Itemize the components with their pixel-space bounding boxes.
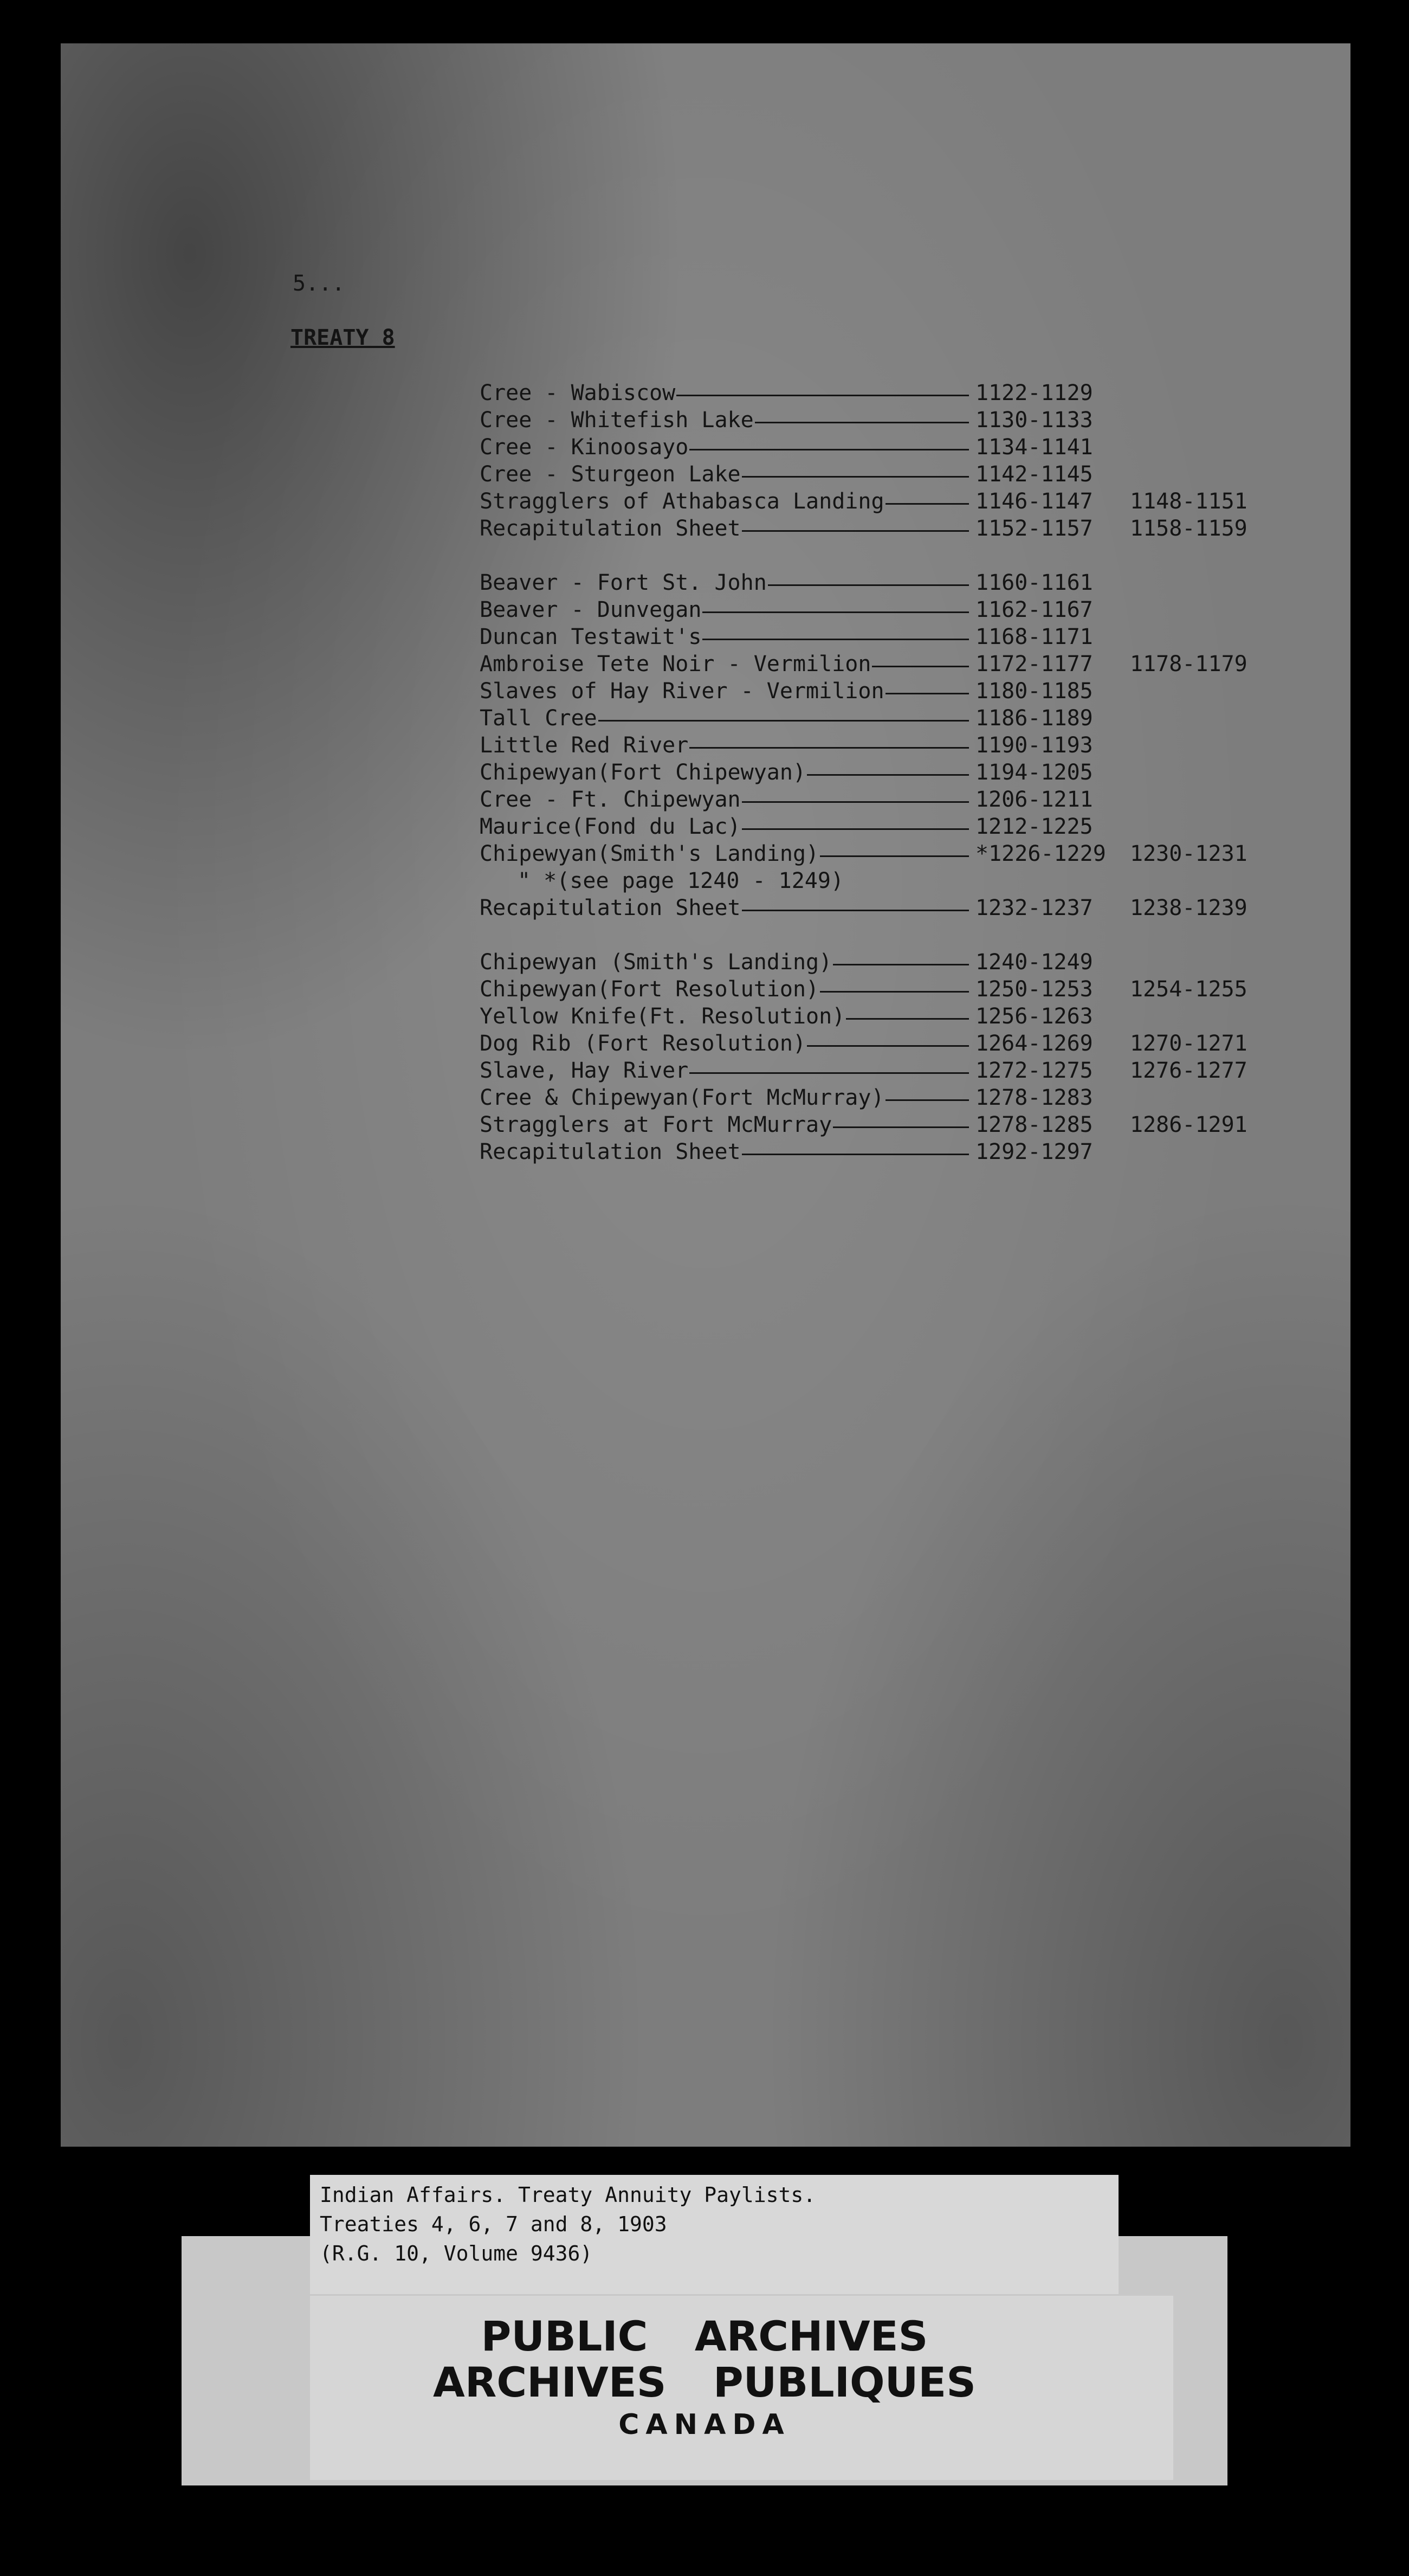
band-label: Little Red River	[480, 733, 689, 758]
leader-line	[833, 1126, 969, 1128]
page-range: 1130-1133	[975, 408, 1093, 433]
leader-line	[886, 503, 969, 505]
extra-page-range: 1158-1159	[1130, 516, 1248, 541]
index-row	[480, 950, 1292, 977]
index-row	[480, 733, 1292, 760]
page-range: 1212-1225	[975, 814, 1093, 839]
page-range: 1180-1185	[975, 679, 1093, 704]
leader-line	[742, 801, 969, 803]
leader-line	[768, 584, 969, 586]
leader-line	[689, 449, 969, 450]
page-range: 1292-1297	[975, 1139, 1093, 1164]
band-label: Chipewyan(Fort Resolution)	[480, 977, 819, 1002]
extra-page-range: 1230-1231	[1130, 841, 1248, 866]
extra-page-range: 1270-1271	[1130, 1031, 1248, 1056]
index-row	[480, 381, 1292, 408]
band-label: Maurice(Fond du Lac)	[480, 814, 741, 839]
page-range: 1134-1141	[975, 435, 1093, 460]
page-range: 1162-1167	[975, 597, 1093, 622]
page-range: *1226-1229	[975, 841, 1106, 866]
page-range: 1256-1263	[975, 1004, 1093, 1029]
page-range: 1206-1211	[975, 787, 1093, 812]
index-row	[480, 787, 1292, 814]
index-group	[480, 381, 1292, 543]
extra-page-range: 1254-1255	[1130, 977, 1248, 1002]
band-label: Chipewyan(Fort Chipewyan)	[480, 760, 806, 785]
index-row	[480, 516, 1292, 543]
band-label: Slaves of Hay River - Vermilion	[480, 679, 884, 704]
band-label: Dog Rib (Fort Resolution)	[480, 1031, 806, 1056]
band-label: Cree - Ft. Chipewyan	[480, 787, 741, 812]
page-range: 1272-1275	[975, 1058, 1093, 1083]
band-label: Stragglers at Fort McMurray	[480, 1112, 832, 1137]
page-range: 1152-1157	[975, 516, 1093, 541]
index-row	[480, 977, 1292, 1004]
page-range: 1278-1283	[975, 1085, 1093, 1110]
leader-line	[742, 1154, 969, 1155]
band-label: Cree - Wabiscow	[480, 381, 676, 405]
page-range: 1264-1269	[975, 1031, 1093, 1056]
band-label: Tall Cree	[480, 706, 597, 731]
stamp-line-2: ARCHIVES PUBLIQUES	[433, 2358, 976, 2406]
leader-line	[689, 1072, 969, 1074]
leader-line	[742, 828, 969, 830]
leader-line	[886, 1099, 969, 1101]
page-range: 1190-1193	[975, 733, 1093, 758]
band-label: Chipewyan(Smith's Landing)	[480, 841, 819, 866]
leader-line	[742, 530, 969, 532]
leader-line	[820, 991, 969, 993]
index-row	[480, 489, 1292, 516]
band-label: Cree - Whitefish Lake	[480, 408, 754, 433]
page-range: 1186-1189	[975, 706, 1093, 731]
leader-line	[702, 611, 969, 613]
band-label: Cree - Kinoosayo	[480, 435, 689, 460]
leader-line	[742, 476, 969, 478]
leader-line	[846, 1018, 969, 1020]
archive-reference-card	[310, 2175, 1119, 2294]
extra-page-range: 1286-1291	[1130, 1112, 1248, 1137]
band-label: Beaver - Fort St. John	[480, 570, 767, 595]
index-row	[480, 1031, 1292, 1058]
page-range: 1232-1237	[975, 896, 1093, 920]
index-group	[480, 570, 1292, 923]
index-row	[480, 1085, 1292, 1112]
extra-page-range: 1178-1179	[1130, 652, 1248, 677]
card-line-3: (R.G. 10, Volume 9436)	[320, 2242, 593, 2265]
page-range: 1122-1129	[975, 381, 1093, 405]
index-row	[480, 435, 1292, 462]
leader-line	[702, 639, 969, 640]
band-label: Slave, Hay River	[480, 1058, 689, 1083]
index-row	[480, 814, 1292, 841]
page-range: 1194-1205	[975, 760, 1093, 785]
page-range: 1250-1253	[975, 977, 1093, 1002]
index-note	[480, 868, 1292, 896]
band-label: Stragglers of Athabasca Landing	[480, 489, 884, 514]
index-row	[480, 597, 1292, 624]
band-label: Cree - Sturgeon Lake	[480, 462, 741, 487]
index-row	[480, 760, 1292, 787]
page-range: 1240-1249	[975, 950, 1093, 975]
leader-line	[676, 395, 969, 396]
extra-page-range: 1276-1277	[1130, 1058, 1248, 1083]
page-range: 1278-1285	[975, 1112, 1093, 1137]
leader-line	[833, 964, 969, 965]
band-label: " *(see page 1240 - 1249)	[518, 868, 844, 893]
index-row	[480, 841, 1292, 868]
index-row	[480, 1058, 1292, 1085]
page-range: 1168-1171	[975, 624, 1093, 649]
leader-line	[872, 666, 969, 667]
band-label: Recapitulation Sheet	[480, 896, 741, 920]
leader-line	[742, 910, 969, 911]
document-title: TREATY 8	[290, 325, 395, 350]
index-row	[480, 408, 1292, 435]
band-label: Duncan Testawit's	[480, 624, 702, 649]
page-range: 1146-1147	[975, 489, 1093, 514]
band-label: Chipewyan (Smith's Landing)	[480, 950, 832, 975]
extra-page-range: 1238-1239	[1130, 896, 1248, 920]
index-row	[480, 462, 1292, 489]
stamp-line-1: PUBLIC ARCHIVES	[481, 2312, 928, 2360]
paylist-index	[480, 381, 1292, 1194]
leader-line	[820, 855, 969, 857]
leader-line	[689, 747, 969, 749]
band-label: Cree & Chipewyan(Fort McMurray)	[480, 1085, 884, 1110]
leader-line	[755, 422, 969, 423]
index-row	[480, 679, 1292, 706]
page-number: 5...	[293, 271, 345, 296]
index-group	[480, 950, 1292, 1167]
leader-line	[598, 720, 969, 722]
index-row	[480, 706, 1292, 733]
leader-line	[807, 1045, 969, 1047]
page-range: 1172-1177	[975, 652, 1093, 677]
leader-line	[807, 774, 969, 776]
band-label: Yellow Knife(Ft. Resolution)	[480, 1004, 845, 1029]
index-row	[480, 1112, 1292, 1139]
index-row	[480, 624, 1292, 652]
page-range: 1142-1145	[975, 462, 1093, 487]
band-label: Recapitulation Sheet	[480, 516, 741, 541]
stamp-line-3: CANADA	[618, 2408, 791, 2441]
band-label: Beaver - Dunvegan	[480, 597, 702, 622]
index-row	[480, 570, 1292, 597]
card-line-2: Treaties 4, 6, 7 and 8, 1903	[320, 2212, 667, 2236]
index-row	[480, 1139, 1292, 1167]
band-label: Ambroise Tete Noir - Vermilion	[480, 652, 871, 677]
index-row	[480, 896, 1292, 923]
index-row	[480, 1004, 1292, 1031]
extra-page-range: 1148-1151	[1130, 489, 1248, 514]
leader-line	[886, 693, 969, 694]
page-range: 1160-1161	[975, 570, 1093, 595]
index-row	[480, 652, 1292, 679]
band-label: Recapitulation Sheet	[480, 1139, 741, 1164]
card-line-1: Indian Affairs. Treaty Annuity Paylists.	[320, 2183, 816, 2207]
